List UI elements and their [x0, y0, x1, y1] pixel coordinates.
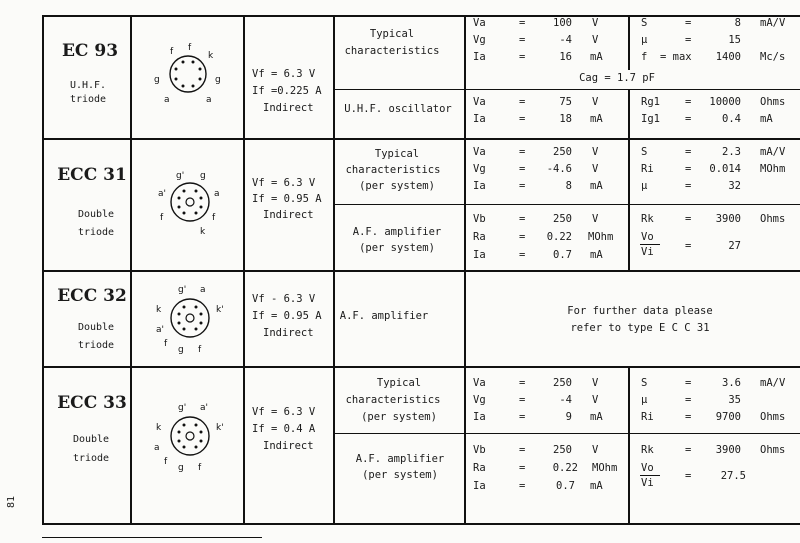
- pin-label: k: [156, 305, 162, 315]
- pin-label: a': [200, 403, 208, 413]
- param-unit: mA: [590, 180, 603, 192]
- param-eq: =: [519, 180, 526, 192]
- socket-diagram: [150, 166, 230, 238]
- pin-label: k': [216, 305, 224, 315]
- param-value: 10000: [709, 96, 741, 108]
- heater-current: If = 0.4 A: [252, 423, 316, 435]
- heater-voltage: Vf - 6.3 V: [252, 293, 316, 305]
- tube-desc: U.H.F.: [69, 80, 107, 91]
- param-unit: Ohms: [760, 213, 786, 225]
- param-eq: =: [519, 163, 526, 175]
- fraction-denominator: Vi: [641, 246, 654, 258]
- note-text: refer to type E C C 31: [570, 322, 710, 334]
- param-unit: Ohms: [760, 444, 786, 456]
- fraction-numerator: Vo: [641, 462, 654, 474]
- param-value: 27.5: [720, 470, 746, 482]
- param-eq: =: [519, 51, 526, 63]
- param-eq: =: [685, 377, 692, 389]
- param-eq: =: [685, 240, 692, 252]
- param-eq: =: [519, 146, 526, 158]
- mode-label: A.F. amplifier: [355, 453, 445, 465]
- tube-desc: triode: [77, 340, 115, 351]
- param-unit: MOhm: [592, 462, 618, 474]
- pin-label: a: [200, 285, 206, 295]
- param-unit: mA/V: [760, 377, 786, 389]
- param-unit: Ohms: [760, 96, 786, 108]
- param-name: Va: [473, 146, 486, 158]
- param-value: 0.22: [552, 462, 578, 474]
- tube-desc: Double: [77, 209, 115, 220]
- param-unit: Ohms: [760, 411, 786, 423]
- pin-label: k: [200, 227, 206, 237]
- param-unit: V: [592, 394, 599, 406]
- row-divider: [42, 366, 800, 368]
- param-name: Ia: [473, 113, 486, 125]
- pin-label: g: [200, 171, 206, 181]
- pin-label: k: [208, 51, 214, 61]
- param-name: Vb: [473, 213, 486, 225]
- pin-label: f: [212, 213, 216, 223]
- tube-name: ECC 32: [57, 286, 127, 306]
- param-eq: =: [685, 96, 692, 108]
- heater-type: Indirect: [263, 102, 314, 114]
- row-divider: [42, 138, 800, 140]
- param-eq: =: [519, 411, 526, 423]
- param-value: 250: [553, 377, 572, 389]
- param-name: Va: [473, 17, 486, 29]
- pin-label: g: [215, 75, 221, 85]
- pin-label: g: [154, 75, 160, 85]
- row-divider: [42, 270, 800, 272]
- pin-label: k': [216, 423, 224, 433]
- param-eq: =: [519, 480, 526, 492]
- param-name: Ri: [641, 411, 654, 423]
- tube-name: EC 93: [61, 41, 119, 61]
- extra-param: Cag = 1.7 pF: [579, 72, 655, 84]
- mode-label: (per system): [362, 469, 438, 481]
- mode-label: Typical: [369, 28, 415, 40]
- col-divider-right-values: [628, 89, 630, 271]
- param-value: 250: [553, 444, 572, 456]
- pin-label: a': [158, 189, 166, 199]
- mode-label: A.F. amplifier: [339, 310, 429, 322]
- socket-diagram: [150, 40, 230, 108]
- param-name: S: [641, 17, 648, 29]
- param-value: 3.6: [722, 377, 741, 389]
- param-unit: mA: [590, 411, 603, 423]
- heater-voltage: Vf = 6.3 V: [252, 177, 316, 189]
- param-unit: MOhm: [588, 231, 614, 243]
- param-unit: V: [592, 146, 599, 158]
- param-unit: mA: [590, 113, 603, 125]
- tube-desc: Double: [77, 322, 115, 333]
- param-name: Vg: [473, 394, 486, 406]
- heater-current: If =0.225 A: [252, 85, 322, 97]
- param-name: Vg: [473, 34, 486, 46]
- param-name: Ri: [641, 163, 654, 175]
- param-name: Ia: [473, 480, 486, 492]
- pin-label: f: [198, 345, 202, 355]
- tube-desc: triode: [69, 94, 107, 105]
- param-name: Ig1: [641, 113, 660, 125]
- fraction-bar: [640, 475, 660, 476]
- pin-label: f: [160, 213, 164, 223]
- param-name: Ia: [473, 180, 486, 192]
- param-eq: =: [685, 213, 692, 225]
- param-name: Ra: [473, 231, 486, 243]
- param-unit: mA: [590, 51, 603, 63]
- param-name: μ: [641, 394, 648, 406]
- pin-label: g': [178, 403, 187, 413]
- page-bottom-rule: [42, 537, 262, 538]
- param-name: f: [641, 51, 648, 63]
- param-value: 16: [559, 51, 572, 63]
- tube-name: ECC 31: [57, 165, 127, 185]
- param-value: 100: [553, 17, 572, 29]
- param-value: 8: [565, 180, 572, 192]
- socket-diagram: [150, 398, 230, 474]
- param-value: 32: [728, 180, 741, 192]
- pin-label: f: [170, 47, 174, 57]
- pin-label: a: [164, 95, 170, 105]
- note-text: For further data please: [567, 305, 713, 317]
- fraction-denominator: Vi: [641, 477, 654, 489]
- pin-label: g': [176, 171, 185, 181]
- pin-label: g': [178, 285, 187, 295]
- param-value: -4: [559, 394, 572, 406]
- param-eq: =: [685, 444, 692, 456]
- tube-desc: Double: [72, 434, 110, 445]
- mode-label: Typical: [374, 148, 420, 160]
- param-eq: =: [519, 377, 526, 389]
- pin-label: g: [178, 463, 184, 473]
- param-eq: =: [685, 163, 692, 175]
- param-value: 27: [728, 240, 741, 252]
- param-value: 18: [559, 113, 572, 125]
- param-unit: V: [592, 444, 599, 456]
- param-eq: =: [519, 34, 526, 46]
- pin-label: a': [156, 325, 164, 335]
- param-name: Rk: [641, 444, 654, 456]
- socket-diagram: [150, 280, 230, 356]
- param-unit: V: [592, 163, 599, 175]
- param-value: 15: [728, 34, 741, 46]
- param-value: 3900: [715, 444, 741, 456]
- mode-label: characteristics: [345, 164, 441, 176]
- param-unit: mA: [760, 113, 773, 125]
- param-name: S: [641, 146, 648, 158]
- param-eq: =: [685, 113, 692, 125]
- col-divider-right-values: [628, 367, 630, 524]
- param-unit: mA/V: [760, 17, 786, 29]
- param-eq: =: [685, 17, 692, 29]
- pin-label: f: [188, 43, 192, 53]
- param-name: Ia: [473, 249, 486, 261]
- param-value: 0.014: [709, 163, 741, 175]
- param-eq: =: [685, 470, 692, 482]
- param-name: S: [641, 377, 648, 389]
- param-eq: =: [685, 411, 692, 423]
- heater-type: Indirect: [263, 209, 314, 221]
- param-eq: =: [685, 34, 692, 46]
- pin-label: k: [156, 423, 162, 433]
- param-eq: =: [685, 394, 692, 406]
- page-number: 81: [6, 495, 17, 508]
- param-name: Rg1: [641, 96, 660, 108]
- pin-label: g: [178, 345, 184, 355]
- param-name: μ: [641, 34, 648, 46]
- param-name: Va: [473, 96, 486, 108]
- param-name: Ia: [473, 51, 486, 63]
- param-unit: mA: [590, 480, 603, 492]
- param-eq: =: [519, 462, 526, 474]
- heater-voltage: Vf = 6.3 V: [252, 406, 316, 418]
- param-eq: =: [519, 444, 526, 456]
- param-eq: =: [519, 96, 526, 108]
- tube-name: ECC 33: [57, 393, 127, 413]
- mode-label: U.H.F. oscillator: [344, 103, 452, 115]
- mode-label: Typical: [376, 377, 422, 389]
- param-eq: =: [519, 113, 526, 125]
- param-value: 35: [728, 394, 741, 406]
- param-value: 8: [734, 17, 741, 29]
- param-eq: =: [519, 213, 526, 225]
- param-unit: MOhm: [760, 163, 786, 175]
- param-unit: V: [592, 34, 599, 46]
- heater-voltage: Vf = 6.3 V: [252, 68, 316, 80]
- mode-label: (per system): [359, 242, 435, 254]
- param-value: 250: [553, 213, 572, 225]
- param-eq: = max: [660, 51, 692, 63]
- param-name: Rk: [641, 213, 654, 225]
- mode-label: (per system): [361, 411, 437, 423]
- param-name: Ia: [473, 411, 486, 423]
- table-bottom-border: [42, 523, 800, 525]
- param-eq: =: [519, 231, 526, 243]
- param-unit: Mc/s: [760, 51, 786, 63]
- section-divider: [333, 89, 800, 90]
- heater-type: Indirect: [263, 440, 314, 452]
- param-unit: mA/V: [760, 146, 786, 158]
- heater-current: If = 0.95 A: [252, 193, 322, 205]
- param-name: Va: [473, 377, 486, 389]
- pin-label: a: [154, 443, 160, 453]
- pin-label: a: [206, 95, 212, 105]
- param-value: 9700: [715, 411, 741, 423]
- param-eq: =: [685, 180, 692, 192]
- param-eq: =: [519, 394, 526, 406]
- param-value: 2.3: [722, 146, 741, 158]
- param-name: Ra: [473, 462, 486, 474]
- mode-label: (per system): [359, 180, 435, 192]
- param-value: -4: [559, 34, 572, 46]
- param-value: 9: [565, 411, 572, 423]
- fraction-numerator: Vo: [641, 231, 654, 243]
- param-name: μ: [641, 180, 648, 192]
- param-eq: =: [685, 146, 692, 158]
- param-unit: mA: [590, 249, 603, 261]
- tube-desc: triode: [72, 453, 110, 464]
- pin-label: a: [214, 189, 220, 199]
- param-value: 250: [553, 146, 572, 158]
- param-value: 0.7: [556, 480, 575, 492]
- param-eq: =: [519, 17, 526, 29]
- param-unit: V: [592, 96, 599, 108]
- param-value: 0.4: [722, 113, 741, 125]
- param-value: 0.7: [553, 249, 572, 261]
- param-eq: =: [519, 249, 526, 261]
- fraction-bar: [640, 244, 660, 245]
- section-divider: [333, 433, 800, 434]
- param-unit: V: [592, 213, 599, 225]
- param-value: 3900: [715, 213, 741, 225]
- param-value: 75: [559, 96, 572, 108]
- mode-label: A.F. amplifier: [352, 226, 442, 238]
- param-name: Vg: [473, 163, 486, 175]
- param-name: Vb: [473, 444, 486, 456]
- pin-label: f: [198, 463, 202, 473]
- param-value: 1400: [715, 51, 741, 63]
- heater-type: Indirect: [263, 327, 314, 339]
- mode-label: characteristics: [344, 45, 440, 57]
- pin-label: f: [164, 339, 168, 349]
- section-divider: [333, 204, 800, 205]
- tube-desc: triode: [77, 227, 115, 238]
- param-unit: V: [592, 17, 599, 29]
- pin-label: f: [164, 457, 168, 467]
- mode-label: characteristics: [345, 394, 441, 406]
- param-value: -4.6: [546, 163, 572, 175]
- param-value: 0.22: [546, 231, 572, 243]
- col-divider-right-values: [628, 15, 630, 70]
- param-unit: V: [592, 377, 599, 389]
- heater-current: If = 0.95 A: [252, 310, 322, 322]
